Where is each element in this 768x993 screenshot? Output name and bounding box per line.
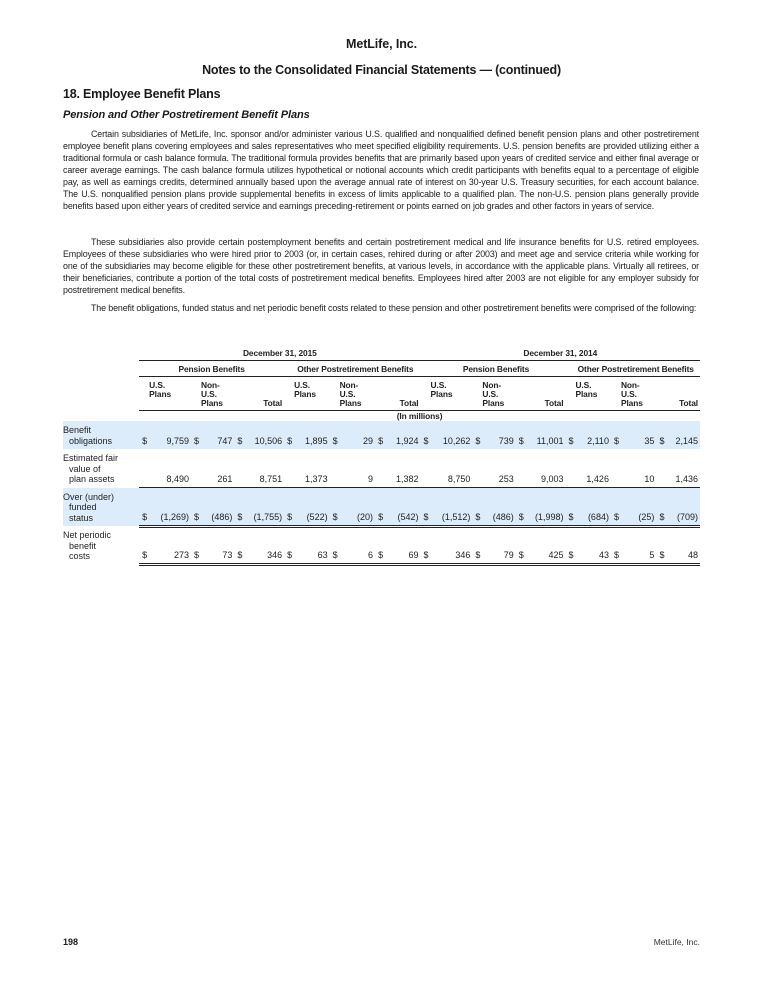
table-cell-value: (522) [298, 488, 330, 527]
column-header-line [421, 399, 471, 408]
row-label-line: plan assets [69, 474, 115, 484]
table-cell-value: 5 [625, 526, 657, 565]
table-cell-value: 10,262 [434, 421, 472, 449]
column-header-line: Plans [149, 389, 172, 399]
dollar-sign [375, 449, 389, 488]
dollar-sign: $ [284, 488, 298, 527]
row-label-line: Net periodic [63, 530, 112, 540]
dollar-sign: $ [565, 526, 579, 565]
dollar-sign: $ [472, 488, 486, 527]
table-cell-value: 11,001 [530, 421, 566, 449]
dollar-sign: $ [421, 488, 435, 527]
table-row [63, 449, 700, 488]
table-cell-value: 1,924 [389, 421, 421, 449]
dollar-sign: $ [516, 421, 530, 449]
dollar-sign [472, 449, 486, 488]
dollar-sign [565, 449, 579, 488]
paragraph-plans-description: Certain subsidiaries of MetLife, Inc. sponsor and/or administer various U.S. qualified and nonqualified defined benefit pension plans and other postretirement employee benefit plans covering employees and sales representatives who meet specified eligibility requirements. U.S. pension benefits are provided utilizing either a traditional formula or cash balance formula. The traditional formula provides benefits that are primarily based upon years of credited service and either final average or career average earnings. The cash balance formula utilizes hypothetical or notional accounts which credit participants with benefits equal to a percentage of eligible pay, as well as earnings credits, determined annually based upon the average annual rate of interest on 30-year U.S. Treasury securities, for each account balance. The U.S. nonqualified pension plans provide supplemental benefits in excess of limits applicable to a qualified plan. The non-U.S. pension plans generally provide benefits based upon either years of credited service and earnings preceding-retirement or points earned on job grades and other factors in years of service. [63, 129, 699, 211]
table-cell-value: 1,436 [675, 474, 698, 484]
column-header-line: Non- [482, 380, 502, 390]
paragraph-table-intro: The benefit obligations, funded status and net periodic benefit costs related to these pension and other postretirement benefits were comprised of the following: [91, 303, 697, 313]
table-cell-value: 29 [343, 421, 375, 449]
row-label-line: benefit [69, 540, 97, 551]
table-cell-value: 10 [644, 474, 655, 484]
dollar-sign [516, 449, 530, 488]
table-cell-value: (542) [389, 488, 421, 527]
dollar-sign: $ [611, 526, 625, 565]
dollar-sign: $ [284, 421, 298, 449]
column-header-line: Total [679, 398, 698, 408]
column-header-line: Non- [201, 380, 220, 390]
table-cell-value: 63 [298, 526, 330, 565]
dollar-sign: $ [139, 421, 153, 449]
column-header [139, 377, 191, 411]
column-header-line: U.S. [149, 380, 166, 390]
row-label-line: Estimated fair [63, 453, 119, 463]
dollar-sign: $ [656, 421, 670, 449]
dollar-sign: $ [330, 526, 344, 565]
column-header [472, 377, 515, 411]
column-header-line: Total [544, 398, 564, 408]
table-cell-value: 73 [205, 526, 235, 565]
dollar-sign: $ [191, 526, 205, 565]
dollar-sign [330, 449, 344, 488]
row-label [63, 488, 139, 527]
dollar-sign: $ [234, 421, 248, 449]
table-cell-value: (1,512) [434, 488, 472, 527]
row-label-line: value of [69, 463, 101, 474]
table-cell-value: 346 [434, 526, 472, 565]
table-cell-value: (709) [670, 488, 700, 527]
dollar-sign: $ [421, 526, 435, 565]
company-header: MetLife, Inc. [346, 37, 417, 51]
column-header-line: U.S. [482, 389, 499, 399]
table-cell-value: 273 [153, 526, 191, 565]
column-header-line [656, 381, 698, 390]
table-cell-value: 8,490 [166, 474, 189, 484]
dollar-sign: $ [191, 421, 205, 449]
column-header-line: Plans [339, 398, 362, 408]
year-header-row [63, 348, 700, 361]
table-cell-value: 6 [343, 526, 375, 565]
column-header-line: Non- [339, 380, 359, 390]
table-cell-value: (20) [343, 488, 375, 527]
column-header [611, 377, 656, 411]
group-header: Pension Benefits [139, 361, 284, 377]
column-header [516, 377, 566, 411]
column-header-line [234, 381, 282, 390]
dollar-sign: $ [330, 488, 344, 527]
column-header-line: U.S. [201, 389, 217, 399]
group-header: Other Postretirement Benefits [565, 361, 700, 377]
column-header [421, 377, 473, 411]
dollar-sign [284, 449, 298, 488]
dollar-sign: $ [656, 488, 670, 527]
dollar-sign: $ [139, 526, 153, 565]
dollar-sign: $ [191, 488, 205, 527]
units-row [63, 411, 700, 422]
table-cell-value: 8,750 [447, 474, 471, 484]
table-cell-value: 253 [498, 474, 514, 484]
row-label [63, 526, 139, 565]
paragraph-postemployment-benefits: These subsidiaries also provide certain postemployment benefits and certain postretirement medical and life insurance benefits for U.S. retired employees. Employees of these subsidiaries who were hired prior to 2003 (or, in certain cases, rehired during or after 2003) and meet age and service criteria while working for one of the subsidiaries may become eligible for these other postretirement benefits, at various levels, in accordance with the applicable plans. Virtually all retirees, or their beneficiaries, contribute a portion of the total costs of postretirement medical benefits. Employees hired after 2003 are not eligible for any employer subsidy for postretirement medical benefits. [63, 237, 699, 295]
dollar-sign [611, 449, 625, 488]
row-label-line: funded [69, 502, 97, 512]
dollar-sign: $ [284, 526, 298, 565]
column-header-line [565, 399, 608, 408]
table-cell-value: (684) [579, 488, 611, 527]
benefit-obligations-table [63, 348, 700, 566]
table-cell-value: 48 [670, 526, 700, 565]
table-row [63, 488, 700, 527]
table-cell-value: 35 [625, 421, 657, 449]
dollar-sign: $ [611, 488, 625, 527]
dollar-sign [421, 449, 435, 488]
dollar-sign: $ [565, 488, 579, 527]
table-cell-value: (486) [205, 488, 235, 527]
column-header-line: Total [263, 398, 283, 408]
table-cell-value: 8,751 [259, 474, 283, 484]
dollar-sign: $ [234, 526, 248, 565]
dollar-sign: $ [139, 488, 153, 527]
column-header-line: Plans [430, 389, 453, 399]
dollar-sign: $ [472, 421, 486, 449]
column-header-line [516, 381, 564, 390]
table-cell-value: (486) [486, 488, 516, 527]
column-header-line: Plans [201, 398, 223, 408]
dollar-sign: $ [330, 421, 344, 449]
row-label [63, 449, 139, 488]
table-cell-value: 79 [486, 526, 516, 565]
column-header-line: U.S. [294, 380, 310, 390]
column-header-line: Total [399, 398, 419, 408]
table-cell-value: 425 [530, 526, 566, 565]
column-header-line: U.S. [339, 389, 356, 399]
section-title: 18. Employee Benefit Plans [63, 87, 221, 101]
dollar-sign: $ [656, 526, 670, 565]
column-header-line: Plans [482, 398, 505, 408]
table-cell-value: 9 [368, 474, 374, 484]
table-cell-value: 1,373 [305, 474, 328, 484]
table-cell-value: 69 [389, 526, 421, 565]
column-header-line: Plans [575, 389, 598, 399]
dollar-sign: $ [234, 488, 248, 527]
row-label-line: Benefit [63, 425, 92, 435]
column-header-row [63, 377, 700, 411]
table-cell-value: 9,003 [540, 474, 564, 484]
row-label [63, 421, 139, 449]
dollar-sign: $ [375, 488, 389, 527]
table-row [63, 526, 700, 565]
column-header-line: Plans [620, 398, 643, 408]
group-header-row [63, 361, 700, 377]
column-header [191, 377, 234, 411]
row-label-line: Over (under) [63, 491, 115, 502]
dollar-sign: $ [375, 421, 389, 449]
column-header [656, 377, 700, 411]
dollar-sign: $ [516, 488, 530, 527]
table-cell-value: (1,755) [248, 488, 284, 527]
table-cell-value: (25) [625, 488, 657, 527]
column-header-line [375, 381, 418, 390]
table-cell-value: 1,382 [396, 474, 419, 484]
column-header [284, 377, 329, 411]
units-label: (In millions) [396, 411, 443, 421]
dollar-sign [234, 449, 248, 488]
dollar-sign: $ [421, 421, 435, 449]
table-cell-value: (1,269) [153, 488, 191, 527]
column-header [330, 377, 375, 411]
column-header [234, 377, 284, 411]
subsection-title: Pension and Other Postretirement Benefit Plans [63, 109, 310, 121]
table-cell-value: 1,895 [298, 421, 330, 449]
table-cell-value: 10,506 [248, 421, 284, 449]
dollar-sign: $ [516, 526, 530, 565]
table-row [63, 421, 700, 449]
dollar-sign: $ [375, 526, 389, 565]
table-cell-value: (1,998) [530, 488, 566, 527]
column-header-line: U.S. [620, 389, 637, 399]
column-header-line [284, 399, 327, 408]
table-cell-value: 2,110 [579, 421, 611, 449]
table-cell-value: 346 [248, 526, 284, 565]
year-header: December 31, 2014 [421, 348, 700, 361]
row-label-line: costs [69, 551, 91, 561]
table-cell-value: 739 [486, 421, 516, 449]
dollar-sign [191, 449, 205, 488]
column-header-line [139, 399, 189, 408]
row-label-line: status [69, 512, 94, 523]
group-header: Other Postretirement Benefits [284, 361, 420, 377]
group-header: Pension Benefits [421, 361, 566, 377]
dollar-sign: $ [565, 421, 579, 449]
table-cell-value: 2,145 [670, 421, 700, 449]
column-header-line: Plans [294, 389, 316, 399]
column-header [565, 377, 610, 411]
table-cell-value: 43 [579, 526, 611, 565]
dollar-sign [139, 449, 153, 488]
footer-company: MetLife, Inc. [653, 937, 700, 947]
column-header [375, 377, 420, 411]
dollar-sign [656, 449, 670, 488]
table-cell-value: 747 [205, 421, 235, 449]
column-header-line: U.S. [430, 380, 447, 390]
page-number: 198 [63, 937, 79, 947]
column-header-line: U.S. [575, 380, 592, 390]
year-header: December 31, 2015 [139, 348, 420, 361]
row-label-line: obligations [69, 435, 113, 446]
table-cell-value: 261 [217, 474, 233, 484]
document-title: Notes to the Consolidated Financial Statements — (continued) [202, 63, 561, 77]
table-cell-value: 1,426 [586, 474, 609, 484]
table-cell-value: 9,759 [153, 421, 191, 449]
dollar-sign: $ [472, 526, 486, 565]
dollar-sign: $ [611, 421, 625, 449]
column-header-line: Non- [620, 380, 640, 390]
